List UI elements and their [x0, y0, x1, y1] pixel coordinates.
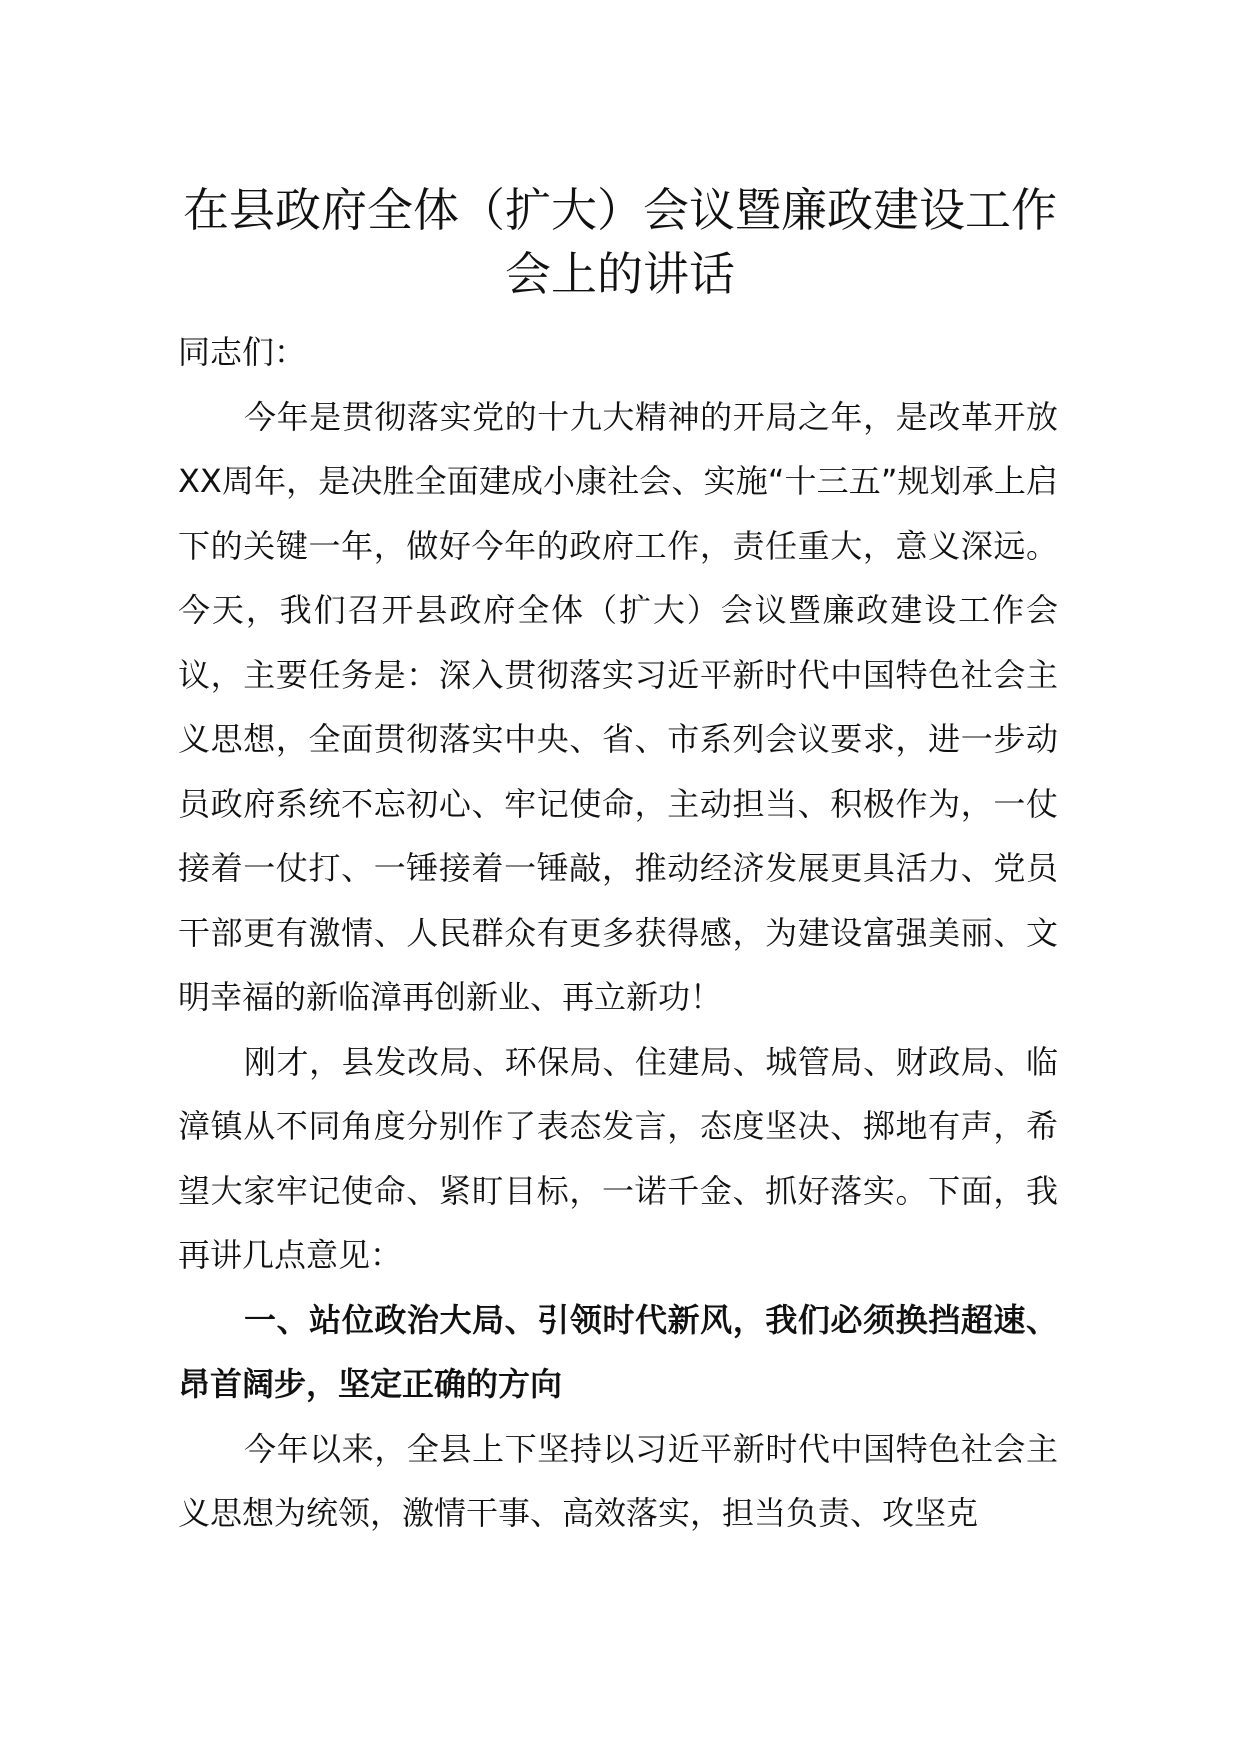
document-body — [178, 320, 1058, 1546]
section-heading-1: 一、站位政治大局、引领时代新风，我们必须换挡超速、昂首阔步，坚定正确的方向 — [178, 1300, 1058, 1403]
paragraph-opening: 今年是贯彻落实党的十九大精神的开局之年，是改革开放XX周年，是决胜全面建成小康社会、实施“十三五”规划承上启下的关键一年，做好今年的政府工作，责任重大，意义深远。今天，我们召开县政府全体（扩大）会议暨廉政建设工作会议，主要任务是：深入贯彻落实习近平新时代中国特色社会主义思想，全面贯彻落实中央、省、市系列会议要求，进一步动员政府系统不忘初心、牢记使命，主动担当、积极作为，一仗接着一仗打、一锤接着一锤敲，推动经济发展更具活力、党员干部更有激情、人民群众有更多获得感，为建设富强美丽、文明幸福的新临漳再创新业、再立新功！ — [178, 397, 1058, 1016]
title-line-1: 在县政府全体（扩大）会议暨廉政建设工作 — [183, 183, 1057, 237]
document-title — [160, 178, 1080, 306]
paragraph-speeches: 刚才，县发改局、环保局、住建局、城管局、财政局、临漳镇从不同角度分别作了表态发言，态度坚决、掷地有声，希望大家牢记使命、紧盯目标，一诺千金、抓好落实。下面，我再讲几点意见： — [178, 1042, 1058, 1274]
paragraph-progress: 今年以来，全县上下坚持以习近平新时代中国特色社会主义思想为统领，激情干事、高效落实，担当负责、攻坚克 — [178, 1429, 1058, 1532]
salutation: 同志们： — [178, 333, 307, 371]
title-line-2: 会上的讲话 — [505, 247, 735, 301]
